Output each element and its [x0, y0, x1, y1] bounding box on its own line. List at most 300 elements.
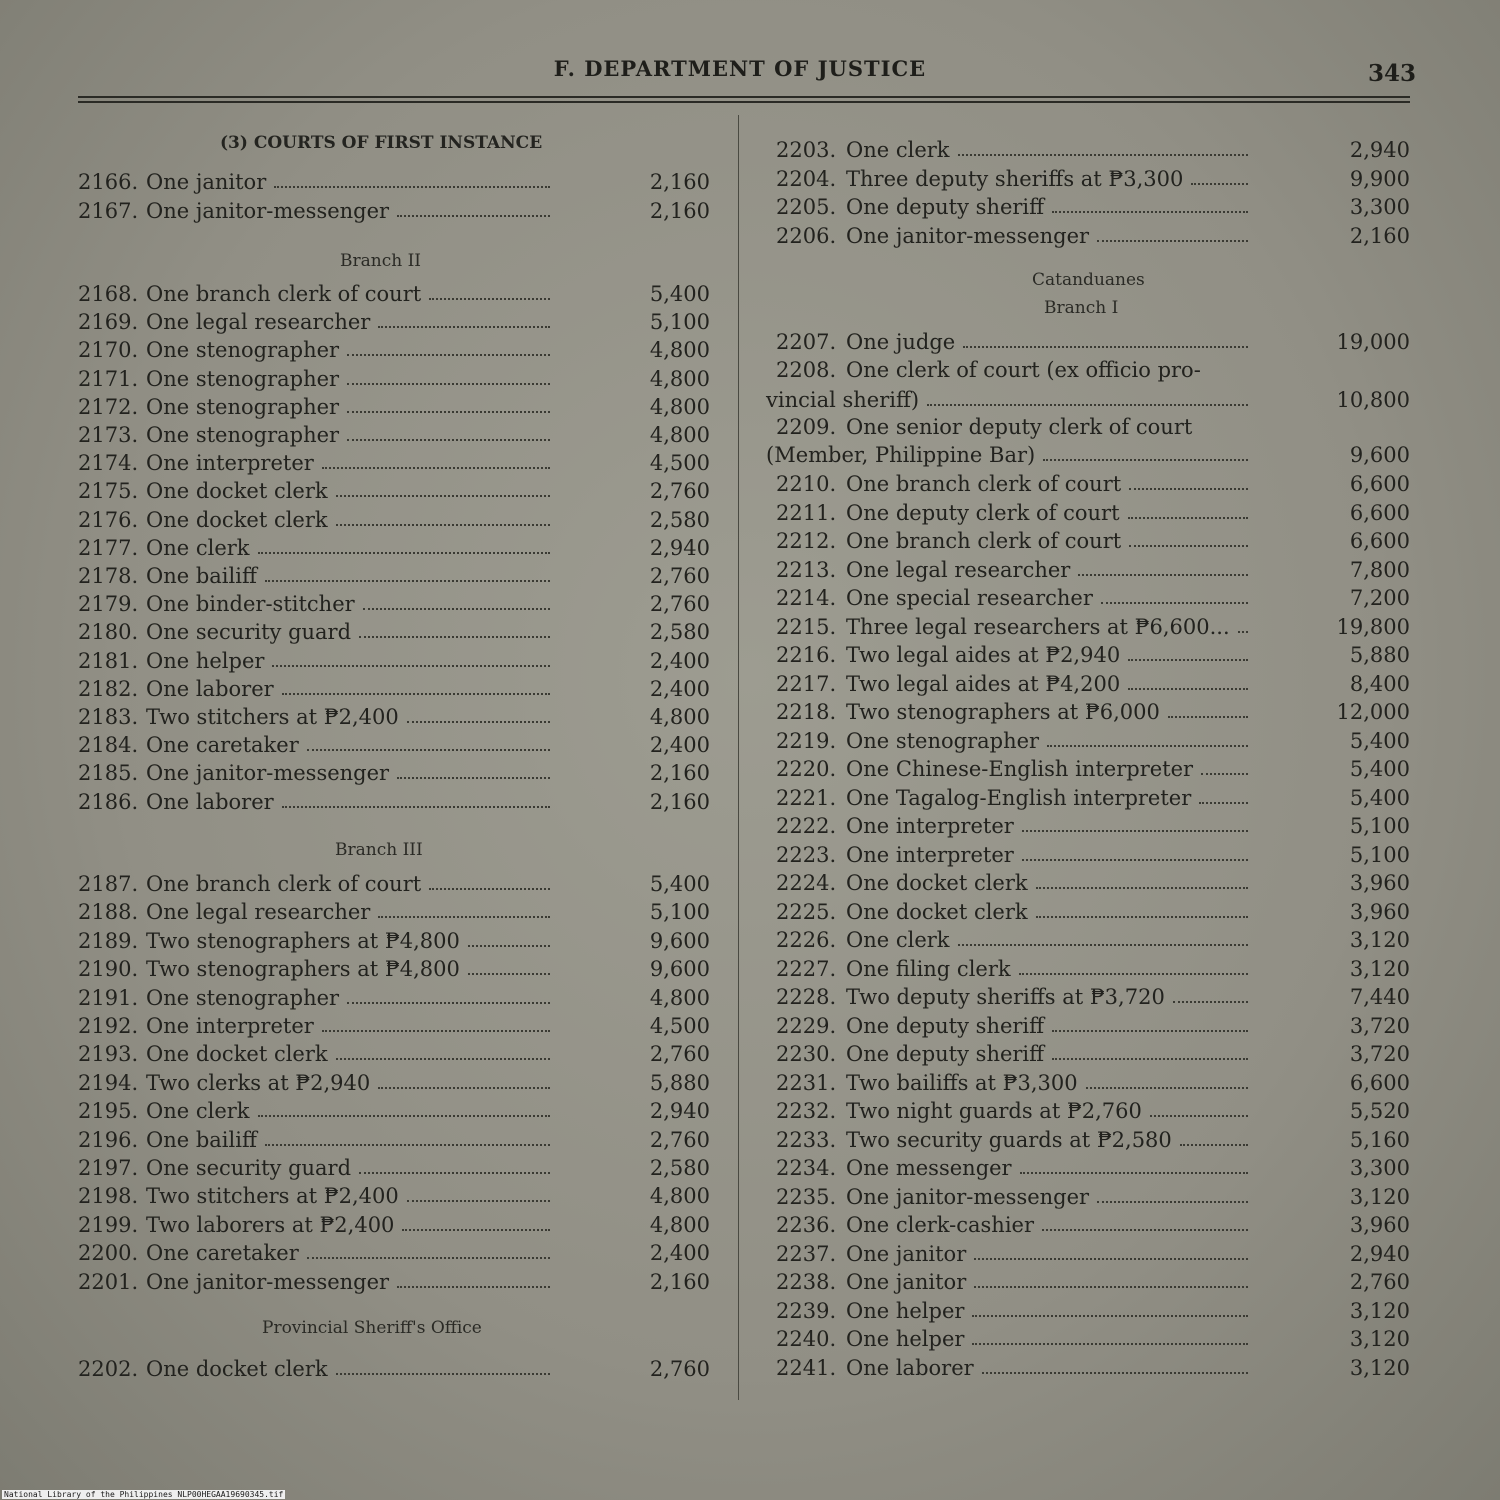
dot-leader — [429, 298, 550, 300]
dot-leader — [1128, 688, 1248, 690]
dot-leader — [1036, 916, 1248, 918]
table-row — [78, 790, 710, 818]
item-label: One laborer — [146, 676, 274, 701]
item-number: 2188. — [78, 900, 139, 925]
dot-leader — [265, 580, 550, 582]
table-row — [78, 761, 710, 789]
item-number: 2195. — [78, 1099, 139, 1124]
item-number: 2175. — [78, 479, 139, 504]
dot-leader — [336, 1373, 550, 1375]
dot-leader — [1199, 802, 1248, 804]
table-row — [78, 1042, 710, 1070]
table-row — [78, 536, 710, 564]
item-number: 2232. — [776, 1099, 837, 1123]
column-divider — [738, 115, 739, 1400]
item-label: One special researcher — [846, 586, 1093, 610]
item-amount: 4,800 — [649, 366, 710, 391]
item-number: 2206. — [776, 223, 837, 248]
item-label: One filing clerk — [846, 956, 1011, 981]
item-label: One security guard — [146, 620, 352, 645]
item-label: One clerk of court (ex officio pro- — [846, 358, 1201, 382]
dot-leader — [347, 439, 550, 441]
dot-leader — [272, 665, 550, 667]
item-label: One deputy clerk of court — [846, 500, 1120, 525]
item-number: 2209. — [776, 415, 837, 439]
item-amount: 4,800 — [649, 705, 710, 729]
item-number: 2196. — [78, 1127, 139, 1152]
dot-leader — [1180, 1144, 1248, 1146]
table-row — [78, 957, 710, 985]
item-number: 2216. — [776, 643, 837, 667]
item-amount: 3,120 — [1349, 956, 1410, 981]
item-label: One legal researcher — [846, 557, 1071, 582]
table-row — [776, 615, 1410, 643]
dot-leader — [1097, 1201, 1248, 1203]
item-amount: 2,160 — [649, 789, 710, 814]
item-label: One interpreter — [846, 842, 1014, 867]
dot-leader — [468, 945, 550, 947]
item-number: 2219. — [776, 728, 837, 753]
item-number: 2197. — [78, 1156, 139, 1180]
item-number: 2224. — [776, 871, 837, 895]
item-label: One janitor-messenger — [846, 223, 1090, 248]
dot-leader — [972, 1343, 1248, 1345]
section-subtitle: Catanduanes — [1032, 270, 1145, 290]
item-label: One deputy sheriff — [846, 195, 1045, 219]
table-row — [776, 1128, 1410, 1156]
item-label: One laborer — [846, 1355, 974, 1380]
item-label: One docket clerk — [146, 507, 328, 532]
item-amount: 3,720 — [1349, 1013, 1410, 1038]
item-label: One caretaker — [146, 1241, 299, 1266]
table-row — [776, 928, 1410, 956]
dot-leader — [359, 636, 550, 638]
table-row — [776, 1270, 1410, 1298]
item-amount: 4,800 — [649, 985, 710, 1010]
dot-leader — [282, 693, 550, 695]
table-row — [776, 1156, 1410, 1184]
section-subtitle: Branch III — [335, 840, 423, 860]
dot-leader — [1078, 574, 1248, 576]
dot-leader — [1168, 716, 1248, 718]
dot-leader — [963, 346, 1248, 348]
dot-leader — [1191, 183, 1248, 185]
item-label: One branch clerk of court — [846, 529, 1122, 553]
dot-leader — [347, 354, 550, 356]
item-amount: 4,800 — [649, 1184, 710, 1209]
table-row — [78, 620, 710, 648]
table-row — [78, 451, 710, 479]
dot-leader — [1128, 517, 1248, 519]
table-row — [776, 1014, 1410, 1042]
item-amount: 3,120 — [1349, 1355, 1410, 1380]
item-number: 2178. — [78, 564, 139, 588]
table-row — [78, 1213, 710, 1241]
item-amount: 5,400 — [1349, 785, 1410, 810]
item-amount: 5,100 — [1349, 842, 1410, 867]
item-number: 2213. — [776, 557, 837, 582]
item-amount: 4,500 — [649, 451, 710, 476]
item-amount: 5,400 — [1349, 757, 1410, 781]
table-row — [78, 929, 710, 957]
item-label: One bailiff — [146, 564, 257, 588]
item-number: 2222. — [776, 814, 837, 838]
item-number: 2187. — [78, 872, 139, 896]
item-label: Two clerks at ₱2,940 — [146, 1070, 371, 1095]
item-number: 2212. — [776, 529, 837, 553]
item-label: Two security guards at ₱2,580 — [846, 1127, 1172, 1152]
item-label: One deputy sheriff — [846, 1042, 1045, 1066]
table-row — [776, 1327, 1410, 1355]
item-amount: 2,760 — [649, 1357, 710, 1381]
table-row — [78, 986, 710, 1014]
item-amount: 7,200 — [1349, 586, 1410, 610]
item-amount: 5,880 — [1349, 643, 1410, 667]
item-amount: 7,800 — [1349, 557, 1410, 582]
dot-leader — [402, 1229, 550, 1231]
dot-leader — [1036, 887, 1248, 889]
item-number: 2171. — [78, 366, 139, 391]
dot-leader — [1173, 1001, 1248, 1003]
item-number: 2211. — [776, 500, 837, 525]
item-number: 2237. — [776, 1241, 837, 1266]
item-amount: 6,600 — [1349, 500, 1410, 525]
table-row — [776, 138, 1410, 166]
item-number: 2229. — [776, 1013, 837, 1038]
item-amount: 2,160 — [649, 761, 710, 786]
item-number: 2186. — [78, 789, 139, 814]
table-row — [78, 649, 710, 677]
item-label: Two bailiffs at ₱3,300 — [846, 1070, 1078, 1095]
item-amount: 5,100 — [1349, 814, 1410, 838]
dot-leader — [336, 1058, 550, 1060]
dot-leader — [1238, 631, 1248, 633]
dot-leader — [407, 721, 550, 723]
item-amount: 3,300 — [1349, 1156, 1410, 1180]
table-row-continued — [766, 388, 1410, 416]
table-row — [776, 786, 1410, 814]
table-row — [776, 330, 1410, 358]
table-row — [78, 733, 710, 761]
table-row-continued — [766, 443, 1410, 471]
item-number: 2225. — [776, 899, 837, 924]
table-row — [776, 195, 1410, 223]
dot-leader — [274, 186, 550, 188]
item-amount: 2,580 — [649, 1156, 710, 1180]
item-amount: 3,120 — [1349, 1327, 1410, 1351]
item-number: 2185. — [78, 761, 139, 786]
header-rule — [78, 101, 1410, 103]
table-row — [776, 957, 1410, 985]
item-amount: 7,440 — [1349, 985, 1410, 1009]
dot-leader — [1097, 240, 1248, 242]
item-number: 2231. — [776, 1070, 837, 1095]
dot-leader — [282, 806, 550, 808]
dot-leader — [1052, 1030, 1248, 1032]
item-label: One helper — [846, 1327, 965, 1351]
item-amount: 2,760 — [649, 592, 710, 617]
item-number: 2214. — [776, 586, 837, 610]
item-amount: 5,100 — [649, 900, 710, 925]
dot-leader — [1129, 545, 1248, 547]
dot-leader — [322, 1030, 550, 1032]
dot-leader — [1019, 973, 1248, 975]
table-row — [776, 1099, 1410, 1127]
item-label: One legal researcher — [146, 900, 371, 925]
section-subtitle: Branch I — [1044, 298, 1119, 318]
item-amount: 3,960 — [1349, 899, 1410, 924]
item-amount: 2,940 — [1349, 1241, 1410, 1266]
item-amount: 4,500 — [649, 1014, 710, 1038]
item-number: 2198. — [78, 1184, 139, 1209]
item-label: One interpreter — [846, 814, 1014, 838]
item-number: 2174. — [78, 451, 139, 476]
item-label: One helper — [846, 1298, 965, 1323]
item-label: Two legal aides at ₱2,940 — [846, 643, 1121, 667]
item-label: One janitor-messenger — [846, 1184, 1090, 1209]
item-label: One docket clerk — [146, 1357, 328, 1381]
item-amount: 6,600 — [1349, 529, 1410, 553]
item-amount: 5,400 — [1349, 728, 1410, 753]
item-number: 2167. — [78, 198, 139, 223]
table-row — [776, 814, 1410, 842]
table-row — [776, 985, 1410, 1013]
item-number: 2203. — [776, 138, 837, 162]
item-amount: 2,400 — [649, 733, 710, 758]
item-number: 2202. — [78, 1357, 139, 1381]
item-amount: 4,800 — [649, 338, 710, 363]
item-number: 2223. — [776, 842, 837, 867]
table-row — [78, 1184, 710, 1212]
table-row — [776, 672, 1410, 700]
item-number: 2241. — [776, 1355, 837, 1380]
item-label: Two stenographers at ₱4,800 — [146, 957, 460, 982]
table-row — [776, 224, 1410, 252]
item-amount: 4,800 — [649, 1212, 710, 1237]
item-number: 2183. — [78, 705, 139, 729]
footer-stamp: National Library of the Philippines NLP00HEGAA19690345.tif — [4, 1490, 284, 1499]
table-row — [78, 367, 710, 395]
dot-leader — [1047, 745, 1248, 747]
item-amount: 5,400 — [649, 872, 710, 896]
table-row — [78, 1357, 710, 1385]
item-amount: 2,580 — [649, 620, 710, 645]
item-amount: 3,120 — [1349, 1298, 1410, 1323]
item-number: 2177. — [78, 535, 139, 560]
table-row — [78, 1099, 710, 1127]
item-label: One binder-stitcher — [146, 592, 355, 617]
page-title: F. DEPARTMENT OF JUSTICE — [553, 56, 927, 81]
item-amount: 6,600 — [1349, 472, 1410, 496]
item-label: One janitor-messenger — [146, 198, 390, 223]
table-row — [776, 1299, 1410, 1327]
table-row — [78, 1270, 710, 1298]
item-amount: 3,960 — [1349, 871, 1410, 895]
item-number: 2194. — [78, 1070, 139, 1095]
table-row — [78, 199, 710, 227]
table-row — [78, 282, 710, 310]
dot-leader — [397, 777, 550, 779]
table-row — [776, 415, 1410, 443]
item-number: 2208. — [776, 358, 837, 382]
dot-leader — [378, 916, 550, 918]
dot-leader — [407, 1200, 550, 1202]
item-amount: 6,600 — [1349, 1070, 1410, 1095]
item-amount: 9,900 — [1349, 166, 1410, 191]
table-row — [78, 338, 710, 366]
item-label: Two laborers at ₱2,400 — [146, 1212, 395, 1237]
item-label: One legal researcher — [146, 310, 371, 335]
dot-leader — [982, 1372, 1248, 1374]
item-number: 2172. — [78, 394, 139, 419]
dot-leader — [1101, 602, 1248, 604]
item-label: Two night guards at ₱2,760 — [846, 1099, 1142, 1123]
dot-leader — [1052, 1058, 1248, 1060]
item-label: One Chinese-English interpreter — [846, 757, 1194, 781]
table-row — [776, 529, 1410, 557]
item-amount: 4,800 — [649, 394, 710, 419]
table-row — [776, 586, 1410, 614]
section-title: (3) COURTS OF FIRST INSTANCE — [220, 133, 543, 153]
item-number: 2221. — [776, 785, 837, 810]
item-amount: 2,760 — [649, 1042, 710, 1067]
dot-leader — [363, 608, 550, 610]
item-amount: 2,940 — [1349, 138, 1410, 162]
table-row — [78, 479, 710, 507]
item-number: 2191. — [78, 985, 139, 1010]
item-label: One janitor — [846, 1270, 967, 1294]
table-row — [776, 1042, 1410, 1070]
dot-leader — [974, 1286, 1248, 1288]
item-amount: 2,760 — [649, 479, 710, 504]
table-row — [776, 700, 1410, 728]
dot-leader — [258, 1115, 550, 1117]
item-label: Three deputy sheriffs at ₱3,300 — [846, 166, 1184, 191]
dot-leader — [258, 552, 550, 554]
item-amount: 2,160 — [649, 170, 710, 194]
item-label: One docket clerk — [846, 871, 1028, 895]
item-number: 2180. — [78, 620, 139, 645]
item-amount: 12,000 — [1336, 700, 1410, 724]
dot-leader — [1150, 1115, 1248, 1117]
item-label: Two stenographers at ₱4,800 — [146, 928, 460, 953]
item-amount: 2,760 — [649, 564, 710, 588]
item-amount: 2,160 — [649, 198, 710, 223]
dot-leader — [336, 524, 550, 526]
item-label: One clerk — [846, 138, 950, 162]
item-label: Two stenographers at ₱6,000 — [846, 700, 1160, 724]
table-row — [78, 1156, 710, 1184]
item-number: 2170. — [78, 338, 139, 363]
table-row — [776, 1242, 1410, 1270]
item-number: 2226. — [776, 928, 837, 952]
dot-leader — [307, 1257, 550, 1259]
table-row — [776, 871, 1410, 899]
item-amount: 10,800 — [1336, 388, 1410, 412]
item-number: 2218. — [776, 700, 837, 724]
dot-leader — [1201, 773, 1248, 775]
table-row — [78, 1014, 710, 1042]
item-amount: 4,800 — [649, 423, 710, 447]
page-number: 343 — [1368, 60, 1417, 87]
item-amount: 2,160 — [649, 1269, 710, 1294]
item-number: 2217. — [776, 671, 837, 696]
dot-leader — [958, 154, 1248, 156]
item-number: 2201. — [78, 1269, 139, 1294]
item-label: One janitor — [146, 170, 267, 194]
item-amount: 3,960 — [1349, 1213, 1410, 1237]
item-label: One docket clerk — [146, 1042, 328, 1067]
item-amount: 2,160 — [1349, 223, 1410, 248]
item-number: 2199. — [78, 1212, 139, 1237]
item-number: 2220. — [776, 757, 837, 781]
item-number: 2236. — [776, 1213, 837, 1237]
dot-leader — [1022, 830, 1248, 832]
item-label: One caretaker — [146, 733, 299, 758]
item-number: 2192. — [78, 1014, 139, 1038]
item-label: One clerk — [846, 928, 950, 952]
item-label: One helper — [146, 648, 265, 673]
item-label: Two legal aides at ₱4,200 — [846, 671, 1121, 696]
item-amount: 3,720 — [1349, 1042, 1410, 1066]
item-label: One janitor — [846, 1241, 967, 1266]
item-amount: 19,000 — [1336, 330, 1410, 354]
table-row — [78, 170, 710, 198]
table-row — [78, 508, 710, 536]
item-amount: 2,580 — [649, 507, 710, 532]
section-subtitle: Branch II — [340, 251, 422, 271]
item-number: 2166. — [78, 170, 139, 194]
item-label: One interpreter — [146, 451, 314, 476]
item-number: 2234. — [776, 1156, 837, 1180]
item-number: 2176. — [78, 507, 139, 532]
item-number: 2181. — [78, 648, 139, 673]
table-row — [776, 1071, 1410, 1099]
item-label: vincial sheriff) — [766, 388, 920, 412]
item-label: One stenographer — [846, 728, 1040, 753]
dot-leader — [1086, 1087, 1248, 1089]
table-row — [78, 1071, 710, 1099]
table-row — [776, 501, 1410, 529]
dot-leader — [347, 411, 550, 413]
table-row — [776, 900, 1410, 928]
item-label: Two stitchers at ₱2,400 — [146, 1184, 399, 1209]
item-label: (Member, Philippine Bar) — [766, 443, 1036, 467]
item-amount: 8,400 — [1349, 671, 1410, 696]
item-label: One branch clerk of court — [146, 282, 422, 306]
item-label: One senior deputy clerk of court — [846, 415, 1193, 439]
item-amount: 2,400 — [649, 1241, 710, 1266]
item-number: 2179. — [78, 592, 139, 617]
item-amount: 5,400 — [649, 282, 710, 306]
item-label: One deputy sheriff — [846, 1013, 1045, 1038]
item-number: 2173. — [78, 423, 139, 447]
item-number: 2228. — [776, 985, 837, 1009]
item-amount: 9,600 — [1349, 443, 1410, 467]
table-row — [78, 395, 710, 423]
dot-leader — [429, 888, 550, 890]
item-number: 2204. — [776, 166, 837, 191]
item-label: One stenographer — [146, 423, 340, 447]
dot-leader — [972, 1315, 1248, 1317]
item-label: One docket clerk — [146, 479, 328, 504]
dot-leader — [307, 749, 550, 751]
item-amount: 2,940 — [649, 1099, 710, 1124]
item-amount: 2,760 — [649, 1127, 710, 1152]
item-number: 2169. — [78, 310, 139, 335]
table-row — [776, 643, 1410, 671]
item-label: One stenographer — [146, 394, 340, 419]
